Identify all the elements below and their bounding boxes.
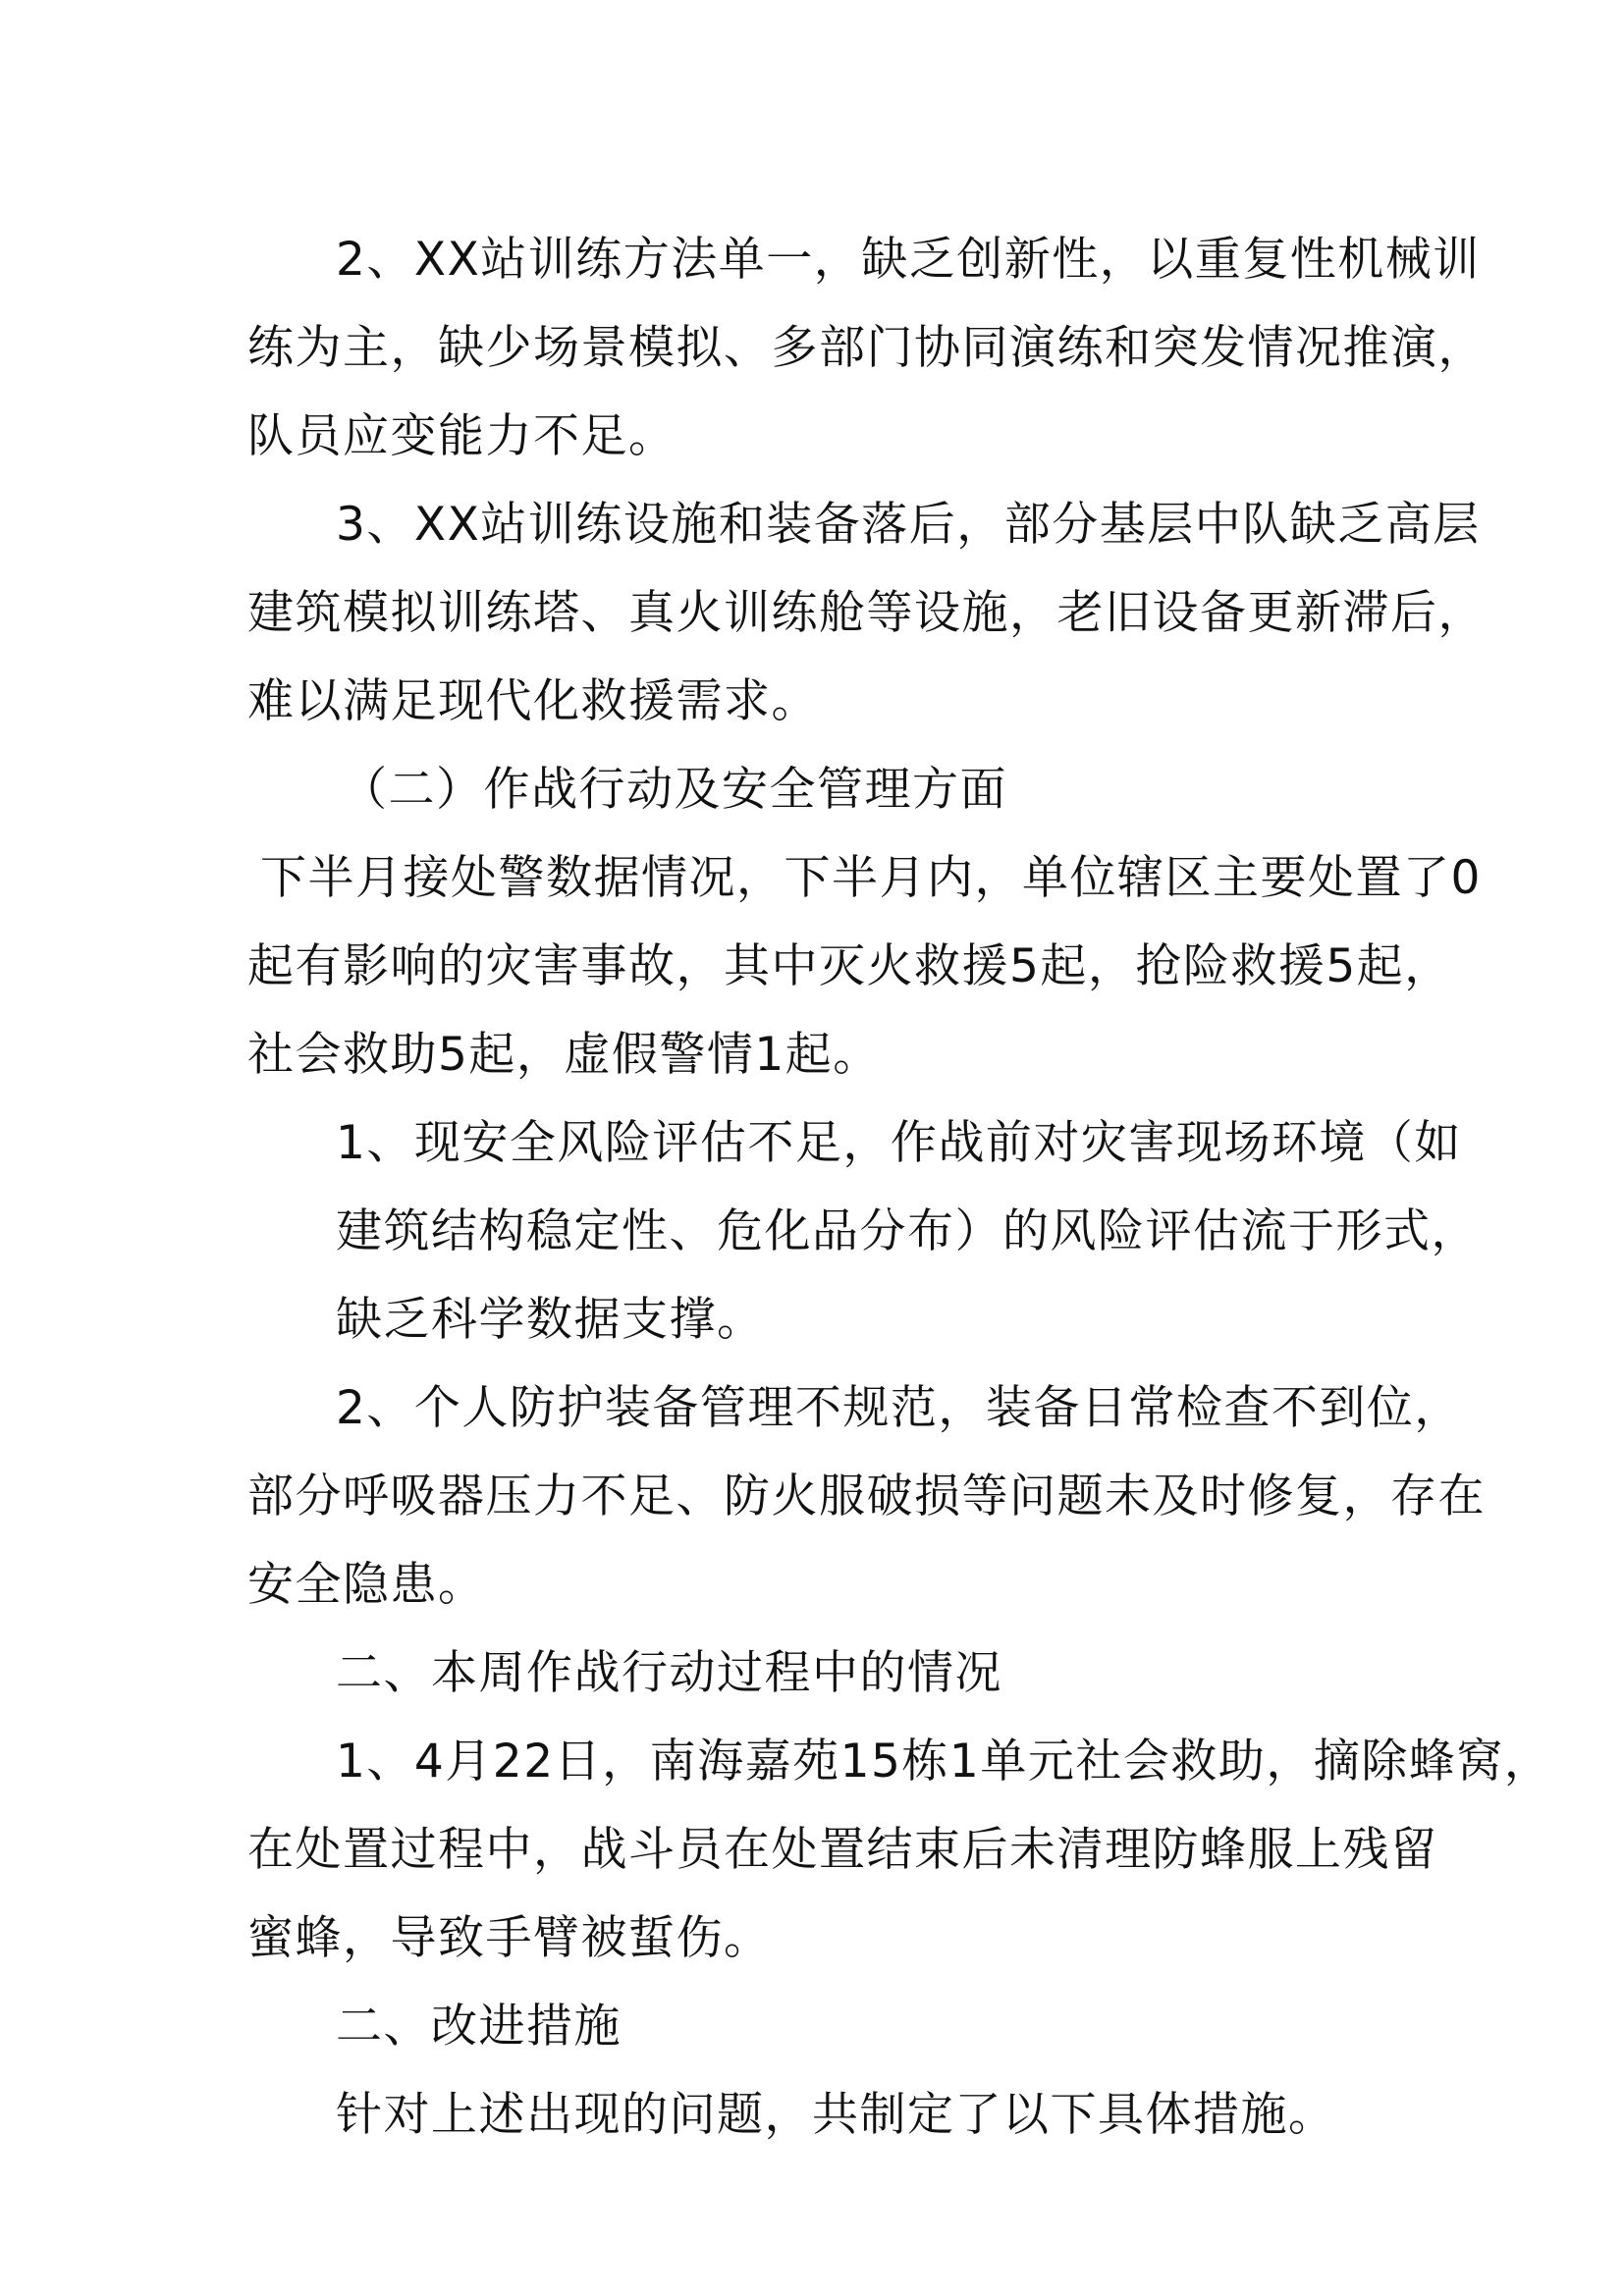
paragraph-line: 下半月接处警数据情况，下半月内，单位辖区主要处置了0 bbox=[260, 851, 1482, 905]
paragraph-line: 难以满足现代化救援需求。 bbox=[247, 674, 819, 728]
list-item-line: 缺乏科学数据支撑。 bbox=[336, 1293, 765, 1347]
list-item-line: 1、现安全风险评估不足，作战前对灾害现场环境（如 bbox=[336, 1116, 1462, 1170]
paragraph-line: 队员应变能力不足。 bbox=[247, 409, 676, 463]
paragraph-line: 2、个人防护装备管理不规范，装备日常检查不到位， bbox=[336, 1381, 1462, 1435]
paragraph-line: 社会救助5起，虚假警情1起。 bbox=[247, 1028, 881, 1082]
paragraph-line: 针对上述出现的问题，共制定了以下具体措施。 bbox=[336, 2088, 1336, 2142]
paragraph-line: 3、XX站训练设施和装备落后，部分基层中队缺乏高层 bbox=[336, 498, 1481, 552]
paragraph-line: 练为主，缺少场景模拟、多部门协同演练和突发情况推演， bbox=[247, 321, 1486, 375]
paragraph-line: 部分呼吸器压力不足、防火服破损等问题未及时修复，存在 bbox=[247, 1469, 1486, 1523]
paragraph-line: 1、4月22日，南海嘉苑15栋1单元社会救助，摘除蜂窝， bbox=[336, 1735, 1552, 1789]
paragraph-line: 建筑模拟训练塔、真火训练舱等设施，老旧设备更新滞后， bbox=[247, 586, 1486, 640]
paragraph-line: 安全隐患。 bbox=[247, 1558, 486, 1612]
section-heading: 二、本周作战行动过程中的情况 bbox=[336, 1646, 1002, 1700]
list-item-line: 建筑结构稳定性、危化品分布）的风险评估流于形式， bbox=[336, 1204, 1479, 1258]
paragraph-line: 蜜蜂，导致手臂被蜇伤。 bbox=[247, 1911, 772, 1965]
paragraph-line: 2、XX站训练方法单一，缺乏创新性，以重复性机械训 bbox=[336, 233, 1481, 287]
section-heading: 二、改进措施 bbox=[336, 2000, 622, 2054]
paragraph-line: 起有影响的灾害事故，其中灭火救援5起，抢险救援5起， bbox=[247, 939, 1452, 993]
paragraph-line: 在处置过程中，战斗员在处置结束后未清理防蜂服上残留 bbox=[247, 1823, 1438, 1877]
section-heading: （二）作战行动及安全管理方面 bbox=[341, 763, 1007, 817]
